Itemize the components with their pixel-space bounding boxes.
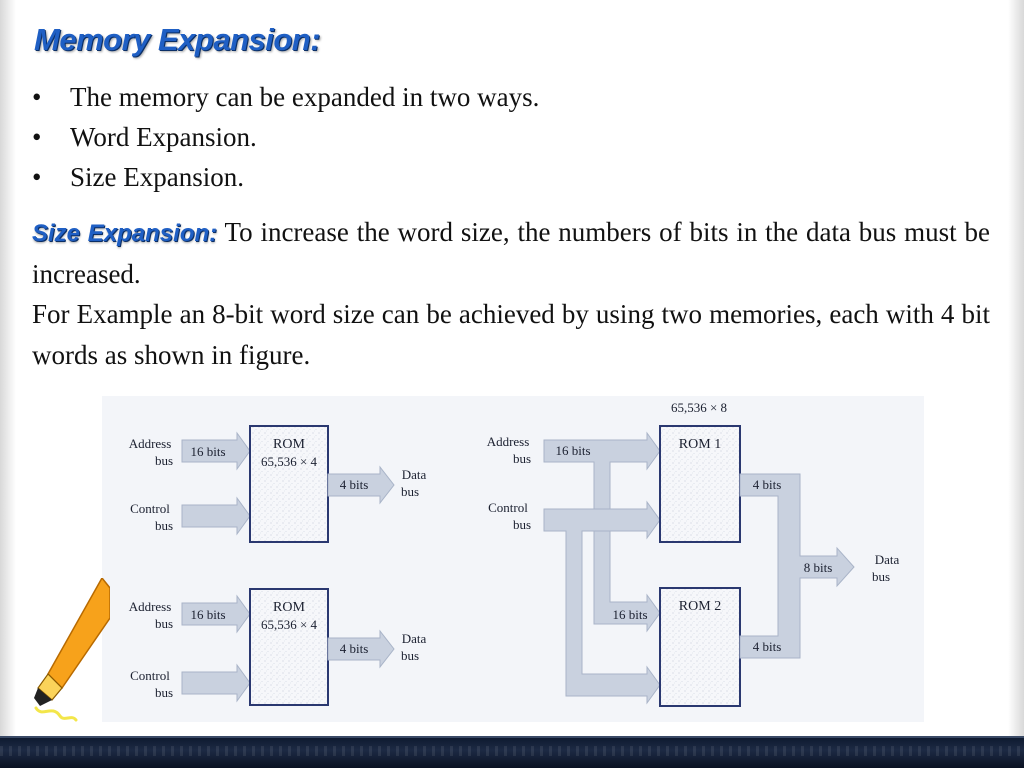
left-bottom-data-label-1: Data — [401, 631, 427, 646]
frame-right-edge — [1008, 0, 1024, 768]
left-bottom-address-label-1: Address — [128, 599, 172, 614]
highlighter-pen-icon — [30, 578, 110, 728]
left-top-address-label-1: Address — [128, 436, 172, 451]
left-bottom-data-bits: 4 bits — [339, 641, 369, 656]
rom1-label: ROM 1 — [678, 437, 722, 452]
bullet-text: The memory can be expanded in two ways. — [70, 82, 540, 112]
right-merged-data-arrow — [740, 474, 854, 658]
left-bottom-control-arrow — [182, 665, 250, 701]
bullet-item — [32, 80, 539, 120]
bullet-text: Word Expansion. — [70, 122, 257, 152]
bullet-item — [32, 160, 539, 200]
right-address-bus-arrow — [544, 433, 660, 631]
left-top-control-label-2: bus — [154, 518, 174, 533]
left-top-rom-capacity: 65,536 × 4 — [260, 454, 318, 469]
rom2-label: ROM 2 — [678, 599, 722, 614]
left-bottom-data-label-2: bus — [400, 648, 420, 663]
example-paragraph: For Example an 8-bit word size can be achieved by using two memories, each with 4 bit words as shown in figure. — [32, 299, 990, 370]
frame-left-edge — [0, 0, 16, 768]
left-bottom-addr-bits: 16 bits — [190, 607, 226, 622]
right-control-label-1: Control — [488, 500, 528, 515]
bullet-list — [32, 80, 539, 200]
figure-diagram — [102, 396, 924, 722]
right-capacity-label: 65,536 × 8 — [670, 400, 728, 415]
rom1-data-bits: 4 bits — [752, 477, 782, 492]
left-top-addr-bits: 16 bits — [190, 444, 226, 459]
bullet-dot-icon: • — [32, 162, 42, 192]
bullet-dot-icon: • — [32, 82, 42, 112]
rom2-data-bits: 4 bits — [752, 639, 782, 654]
size-expansion-keyword: Size Expansion: — [32, 220, 218, 247]
slide-title: Memory Expansion: — [34, 22, 321, 57]
left-top-address-label-2: bus — [154, 453, 174, 468]
left-top-data-label-2: bus — [400, 484, 420, 499]
left-bottom-control-label-2: bus — [154, 685, 174, 700]
left-bottom-rom-label: ROM — [273, 600, 305, 615]
bullet-dot-icon: • — [32, 122, 42, 152]
right-control-label-2: bus — [512, 517, 532, 532]
right-addr-bits-lower: 16 bits — [612, 607, 648, 622]
left-bottom-control-label-1: Control — [130, 668, 170, 683]
right-address-label-1: Address — [486, 434, 530, 449]
right-data-label-2: bus — [871, 569, 891, 584]
right-data-label-1: Data — [874, 552, 900, 567]
size-expansion-paragraph — [32, 212, 990, 295]
right-addr-bits: 16 bits — [555, 443, 591, 458]
left-top-control-label-1: Control — [130, 501, 170, 516]
memory-expansion-figure — [102, 396, 924, 722]
size-expansion-text: To increase the word size, the numbers of bits in the data bus must be increased. — [32, 217, 990, 289]
bullet-text: Size Expansion. — [70, 162, 244, 192]
left-top-rom-label: ROM — [273, 437, 305, 452]
slide-footer-bar — [0, 736, 1024, 768]
combined-data-bits: 8 bits — [803, 560, 833, 575]
left-bottom-rom-capacity: 65,536 × 4 — [260, 617, 318, 632]
bullet-item — [32, 120, 539, 160]
left-top-data-label-1: Data — [401, 467, 427, 482]
right-address-label-2: bus — [512, 451, 532, 466]
left-top-data-bits: 4 bits — [339, 477, 369, 492]
left-top-control-arrow — [182, 498, 250, 534]
left-bottom-address-label-2: bus — [154, 616, 174, 631]
